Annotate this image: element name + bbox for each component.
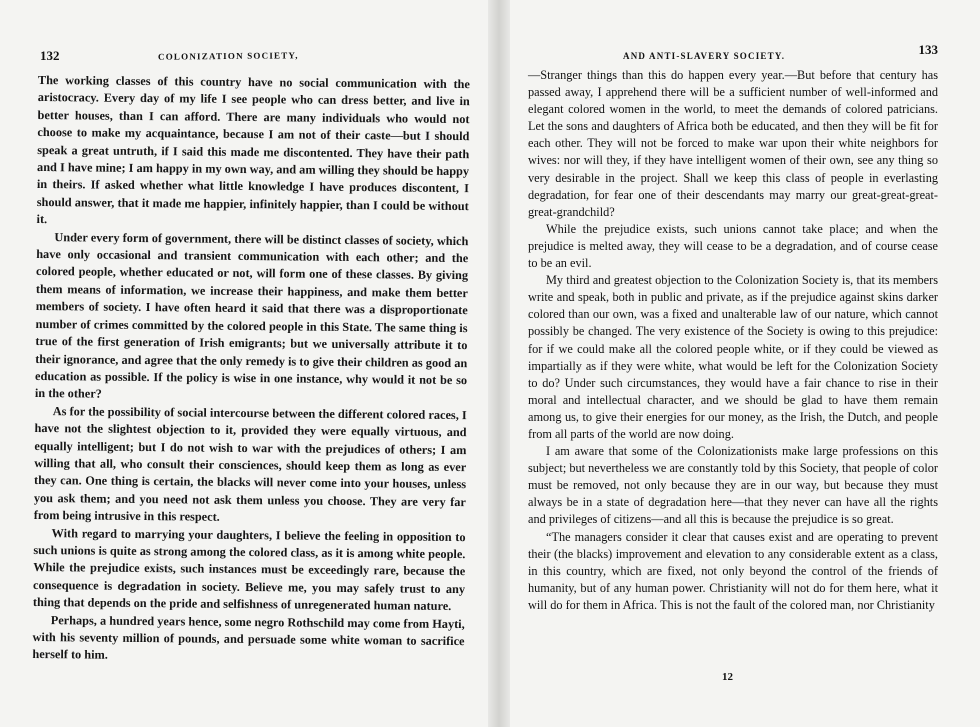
paragraph: My third and greatest objection to the Colonization Society is, that its members write and speak, both in public and private, as if the prejudice against skins darker colored than our own, was a fixed and unalterable law of our nature, which cannot possibly be changed. The very existence of the Society is owing to this prejudice: for if we could make all the colored people white, or if they could be viewed as impartially as if they were white, what would be left for the Colonization Society to do? Under such circumstances, they would have a fair chance to rise in their moral and intellectual character, and we should be glad to have them remain among us, to give their energies for our money, as the Irish, the Dutch, and people from all parts of the world are now doing. [528,273,938,441]
paragraph: Under every form of government, there will be distinct classes of society, which have only occasional and transient communication with each other; and the colored people, whether educated or not, will form one of these classes. By giving them means of information, we increase their happiness, and make them better members of society. I have often heard it said that there was a disproportionate number of crimes committed by the colored people in this State. The same thing is true of the first generation of Irish emigrants; but we universally attribute it to their ignorance, and agree that the only remedy is to give their children as good an education as possible. If the policy is wise in one instance, why would it not be so in the other? [34,229,469,401]
paragraph: With regard to marrying your daughters, I believe the feeling in opposition to such unions is quite as strong among the colored class, as it is among white people. While the prejudice exists, such instances must be exceedingly rare, because the consequence is degradation in society. Believe me, you may safely trust to any thing that depends on the pride and selfishness of unregenerated human nature. [32,525,466,614]
right-running-head: AND ANTI-SLAVERY SOCIETY. [623,51,786,61]
paragraph: As for the possibility of social intercourse between the different colored races, I have not the slightest objection to it, provided they were equally virtuous, and equally intelligent; but I do not wish to war with the prejudices of others; I am willing that all, who consult their consciences, should keep them as long as ever they can. One thing is certain, the blacks will never come into your houses, unless you ask them; and you need not ask them unless you choose. They are very far from being intrusive in this respect. [33,403,467,524]
left-page-body [32,72,470,668]
right-page-number: 133 [918,42,938,57]
paragraph: —Stranger things than this do happen every year.—But before that century has passed away, I apprehend there will be a sufficient number of well-informed and elegant colored women in the world, to meet the demands of colored patricians. Let the sons and daughters of Africa both be educated, and then they will be fit for each other. They will not be forced to make war upon their white neighbors for wives: nor will they, if they have intelligent women of their own, see any thing so very desirable in the project. Shall we keep this class of people in everlasting degradation, for fear one of their descendants may marry our great-great-great-great-grandchild? [528,68,938,219]
paragraph: While the prejudice exists, such unions cannot take place; and when the prejudice is melted away, they will cease to be a degradation, and of course cease to be an evil. [528,221,938,271]
paragraph: Perhaps, a hundred years hence, some negro Rothschild may come from Hayti, with his seventy million of pounds, and persuade some white woman to sacrifice herself to him. [32,612,465,663]
left-page [32,0,470,727]
left-page-header [38,48,470,64]
paragraph: “The managers consider it clear that causes exist and are operating to prevent their (the blacks) improvement and elevation to any considerable extent as a class, in this country, which are fixed, not only beyond the control of the friends of humanity, but of any human power. Christianity will not do for them here, what it will do for them in Africa. This is not the fault of the colored man, nor Christianity [528,529,938,612]
paragraph: I am aware that some of the Colonizationists make large professions on this subject; but nevertheless we are constantly told by this Society, that people of color must be removed, not only because they are in our way, but because they must always be in a state of degradation here—that they never can have all the rights and privileges of citizens—and all this is because the prejudice is so great. [528,444,938,527]
right-page [528,0,938,727]
book-gutter [488,0,510,727]
left-page-number: 132 [40,48,60,63]
left-running-head: COLONIZATION SOCIETY, [157,50,299,62]
right-page-header [528,42,938,64]
right-page-body [528,67,938,614]
signature-mark: 12 [722,671,733,683]
paragraph: The working classes of this country have no social communication with the aristocracy. Every day of my life I see people who can dress better, and live in better houses, than I can afford. There are many individuals who would not choose to make my acquaintance, because I am not of their caste—but I should speak a great untruth, if I said this made me discontented. They have their path and I have mine; I am happy in my own way, and am willing they should be happy in theirs. If asked whether what little knowledge I have produces discontent, I should answer, that it made me happier, infinitely happier, than I could be without it. [36,72,470,227]
